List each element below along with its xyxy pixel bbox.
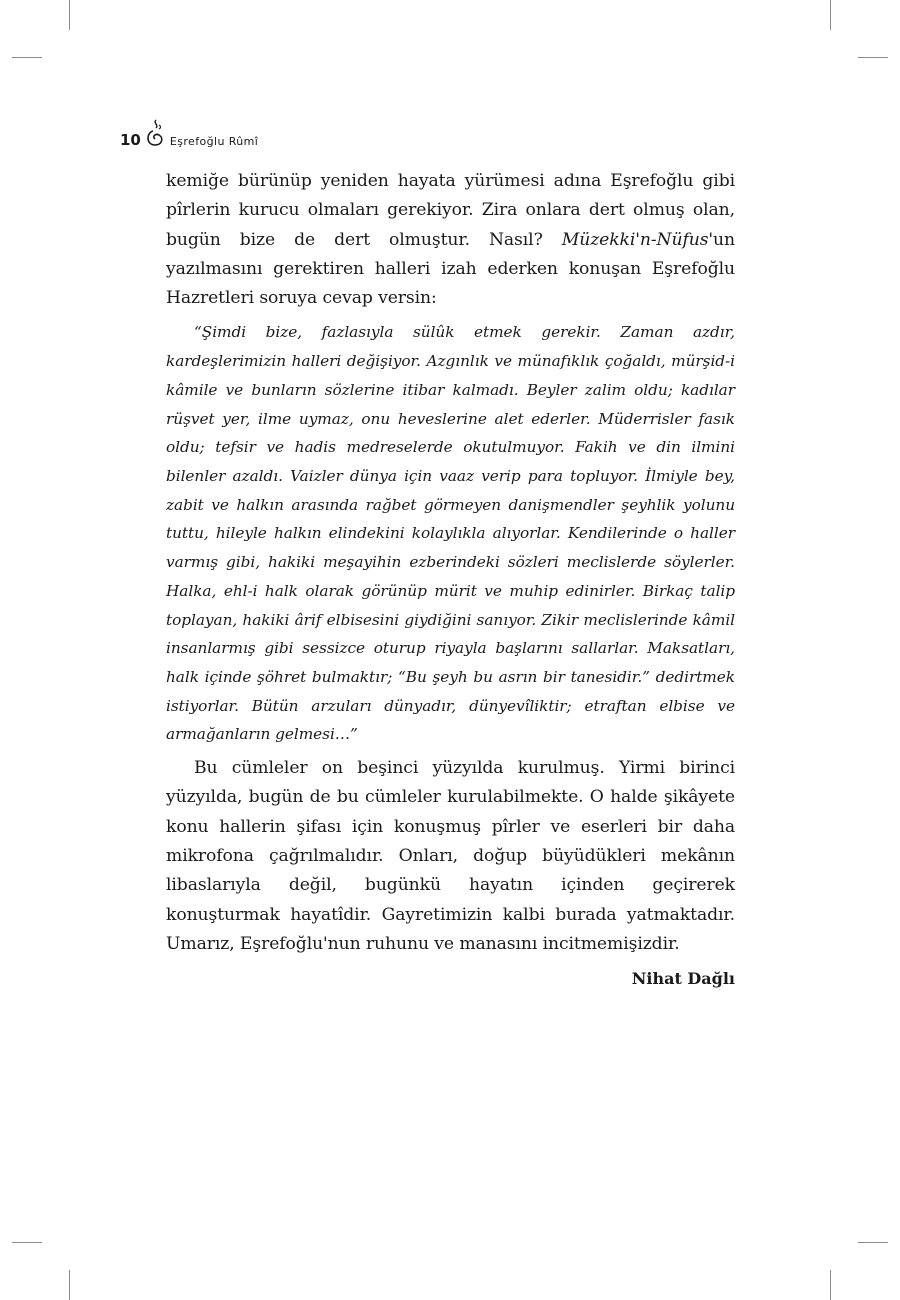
crop-mark: [12, 1242, 42, 1243]
block-quote: “Şimdi bize, fazlasıyla sülûk etmek gerekir. Zaman azdır, kardeşlerimizin halleri değişiyor. Azgınlık ve münafıklık çoğaldı, mürşid-i kâmile ve bunların sözlerine itibar kalmadı. Beyler zalim oldu; kadılar rüşvet yer, ilme uymaz, onu heveslerine alet ederler. Müderrisler fasık oldu; tefsir ve hadis medreselerde okutulmuyor. Fakih ve din ilmini bilenler azaldı. Vaizler dünya için vaaz verip para topluyor. İlmiyle bey, zabit ve halkın arasında rağbet görmeyen danişmendler şeyhlik yolunu tuttu, hileyle halkın elindekini kolaylıkla alıyorlar. Kendilerinde o haller varmış gibi, hakiki meşayihin ezberindeki sözleri meclislerde söylerler. Halka, ehl-i halk olarak görünüp mürit ve muhip edinirler. Birkaç talip toplayan, hakiki ârif elbisesini giydiğini sanıyor. Zikir meclislerinde kâmil insanlarmış gibi sessizce oturup riyayla başlarını sallarlar. Maksatları, halk içinde şöhret bulmaktır; “Bu şeyh bu asrın bir tanesidir.” dedirtmek istiyorlar. Bütün arzuları dünyadır, dünyevîliktir; etraftan elbise ve armağanların gelmesi…”: [166, 323, 735, 744]
crop-mark: [69, 0, 70, 30]
book-title: Müzekki'n-Nüfus: [561, 229, 709, 250]
calligraphic-ornament-icon: [144, 118, 168, 148]
crop-mark: [12, 57, 42, 58]
paragraph-intro-text-a: kemiğe bürünüp yeniden hayata yürümesi adına Eşrefoğlu gibi pîrlerin kurucu olmaları gerekiyor. Zira onlara dert olmuş olan, bugün bize de dert olmuştur. Nasıl?: [166, 171, 735, 250]
page-number: 10: [120, 131, 141, 149]
crop-mark: [858, 57, 888, 58]
crop-mark: [830, 1270, 831, 1300]
page-body: [166, 167, 735, 993]
paragraph-intro: [166, 167, 735, 313]
paragraph-closing: Bu cümleler on beşinci yüzyılda kurulmuş. Yirmi birinci yüzyılda, bugün de bu cümleler kurulabilmekte. O halde şikâyete konu hallerin şifası için konuşmuş pîrler ve eserleri bir daha mikrofona çağrılmalıdır. Onları, doğup büyüdükleri mekânın libaslarıyla değil, bugünkü hayatın içinden geçirerek konuşturmak hayatîdir. Gayretimizin kalbi burada yatmaktadır. Umarız, Eşrefoğlu'nun ruhunu ve manasını incitmemişizdir.: [166, 758, 735, 954]
running-title: Eşrefoğlu Rûmî: [169, 135, 259, 148]
author-signature: Nihat Dağlı: [631, 969, 735, 989]
crop-mark: [858, 1242, 888, 1243]
crop-mark: [69, 1270, 70, 1300]
running-header: [120, 118, 258, 148]
paragraph-intro-text-b: 'un yazılmasını gerektiren halleri izah ederken konuşan Eşrefoğlu Hazretleri soruya cevap versin:: [166, 229, 735, 309]
crop-mark: [830, 0, 831, 30]
